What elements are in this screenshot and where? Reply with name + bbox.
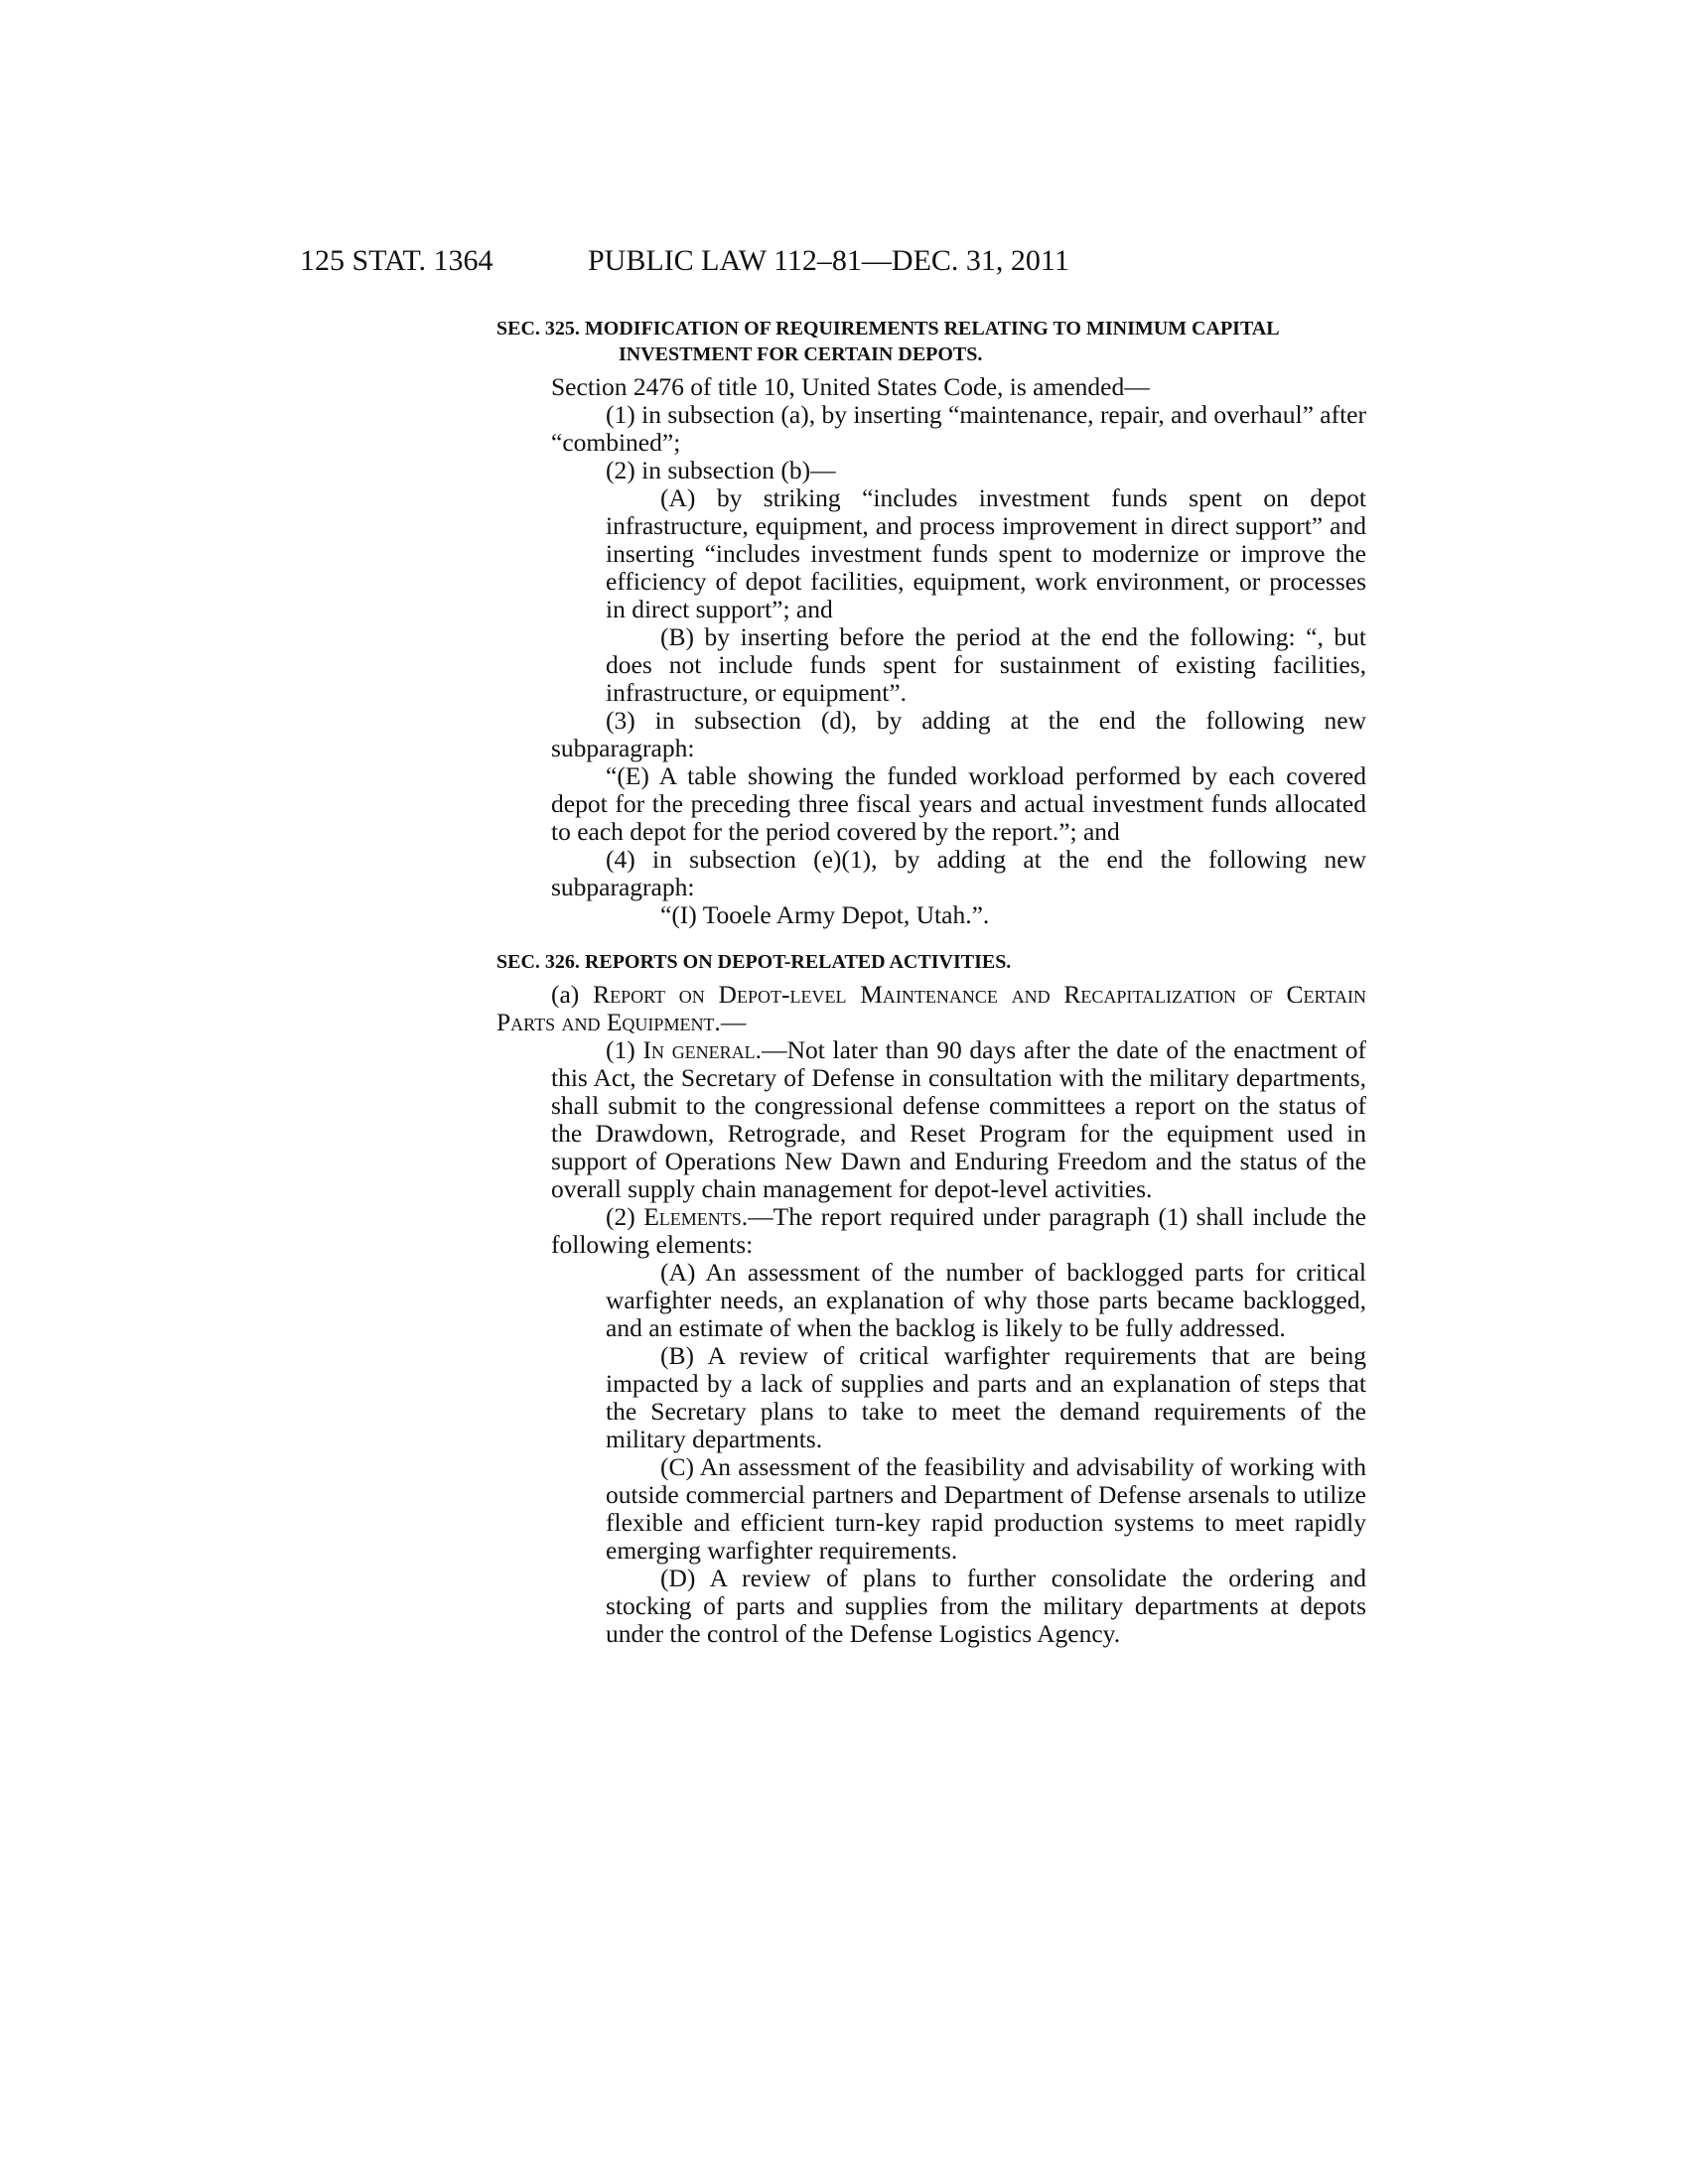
running-head [300, 244, 1372, 284]
section-325-quoted-subparagraph-e: “(E) A table showing the funded workload performed by each covered depot for the preceding three fiscal years and actual investment funds allocated to each depot for the period covered by the report.”; and [551, 761, 1366, 846]
paragraph-2-heading: Elements. [643, 1202, 749, 1231]
section-325-paragraph-3: (3) in subsection (d), by adding at the end the following new subparagraph: [551, 706, 1366, 762]
section-325-paragraph-2: (2) in subsection (b)— [606, 456, 836, 484]
paragraph-1-label: (1) [606, 1035, 643, 1064]
section-326-heading: SEC. 326. REPORTS ON DEPOT-RELATED ACTIVITIES. [496, 951, 1012, 973]
section-326-subparagraph-d: (D) A review of plans to further consolidate the ordering and stocking of parts and supplies from the military departments at depots under the control of the Defense Logistics Agency. [606, 1564, 1366, 1648]
section-326-subsection-a [496, 981, 1366, 1036]
paragraph-1-heading: In general. [642, 1035, 763, 1064]
section-326-subparagraph-c: (C) An assessment of the feasibility and advisability of working with outside commercial partners and Department of Defense arsenals to utilize flexible and efficient turn-key rapid production systems to meet rapidly emerging warfighter requirements. [606, 1452, 1366, 1565]
section-325-intro: Section 2476 of title 10, United States Code, is amended— [551, 372, 1150, 401]
subsection-a-heading: Report on Depot-level Maintenance and Recapitalization of Certain Parts and Equipment. [496, 980, 1366, 1036]
section-325-heading: SEC. 325. MODIFICATION OF REQUIREMENTS RELATING TO MINIMUM CAPITAL INVESTMENT FOR CERTAIN DEPOTS. [496, 318, 1279, 365]
section-325-quoted-subparagraph-i: “(I) Tooele Army Depot, Utah.”. [660, 900, 990, 929]
page-body [496, 316, 1366, 1648]
statute-page-number: 125 STAT. 1364 [300, 244, 493, 277]
section-326-subparagraph-a: (A) An assessment of the number of backlogged parts for critical warfighter needs, an explanation of why those parts became backlogged, and an estimate of when the backlog is likely to be fully addressed. [606, 1258, 1366, 1342]
section-325-subparagraph-2a: (A) by striking “includes investment funds spent on depot infrastructure, equipment, and process improvement in direct support” and inserting “includes investment funds spent to modernize or improve the efficiency of depot facilities, equipment, work environment, or processes in direct support”; and [606, 483, 1366, 623]
paragraph-2-text: —The report required under paragraph (1) shall include the following elements: [551, 1202, 1366, 1259]
section-325-paragraph-1: (1) in subsection (a), by inserting “maintenance, repair, and overhaul” after “combined”; [551, 400, 1366, 457]
section-325-paragraph-4: (4) in subsection (e)(1), by adding at the end the following new subparagraph: [551, 845, 1366, 901]
public-law-title: PUBLIC LAW 112–81—DEC. 31, 2011 [588, 244, 1069, 277]
section-326-subparagraph-b: (B) A review of critical warfighter requirements that are being impacted by a lack of supplies and parts and an explanation of steps that the Secretary plans to take to meet the demand requirements of the military departments. [606, 1341, 1366, 1453]
subsection-a-label: (a) [551, 980, 594, 1009]
section-326-paragraph-1 [496, 1036, 1366, 1203]
section-325-subparagraph-2b: (B) by inserting before the period at the end the following: “, but does not include funds spent for sustainment of existing facilities, infrastructure, or equipment”. [606, 622, 1366, 707]
paragraph-1-text: —Not later than 90 days after the date of the enactment of this Act, the Secretary of Defense in consultation with the military departments, shall submit to the congressional defense committees a report on the status of the Drawdown, Retrograde, and Reset Program for the equipment used in support of Operations New Dawn and Enduring Freedom and the status of the overall supply chain management for depot-level activities. [551, 1035, 1367, 1203]
section-326-paragraph-2 [496, 1203, 1366, 1259]
subsection-a-dash: — [720, 1008, 747, 1036]
paragraph-2-label: (2) [606, 1202, 644, 1231]
